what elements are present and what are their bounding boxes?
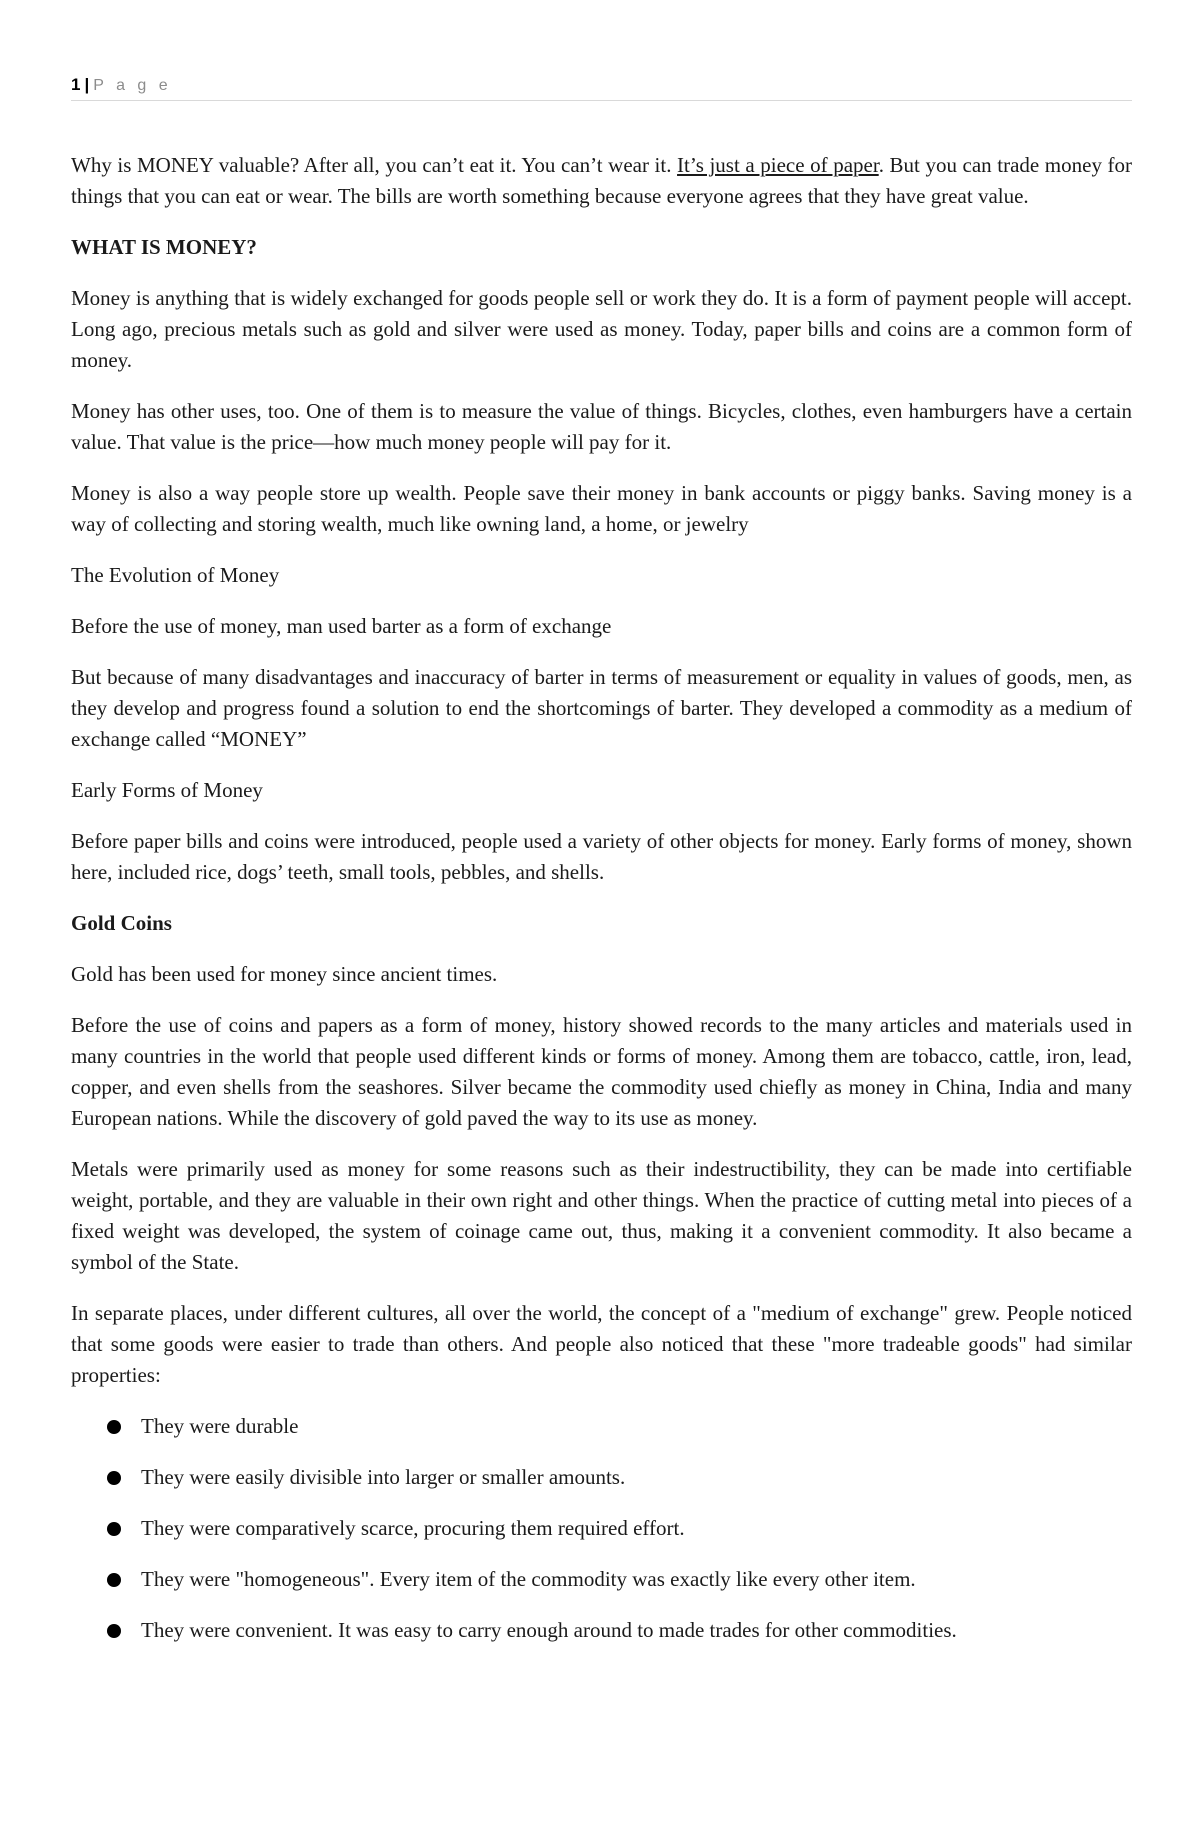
list-item xyxy=(71,1513,1132,1544)
heading-what-is-money: WHAT IS MONEY? xyxy=(71,235,257,259)
paragraph-gold: Gold has been used for money since ancient times. xyxy=(71,962,498,986)
heading-gold-coins: Gold Coins xyxy=(71,911,172,935)
bullet-icon xyxy=(107,1522,121,1536)
document-body xyxy=(71,150,1132,1666)
bullet-icon xyxy=(107,1471,121,1485)
paragraph-other-uses: Money has other uses, too. One of them is to measure the value of things. Bicycles, clothes, even hamburgers have a certain value. That value is the price—how much money people will pay for it. xyxy=(71,399,1132,454)
list-item-text: They were comparatively scarce, procuring them required effort. xyxy=(141,1516,685,1540)
list-item-text: They were durable xyxy=(141,1414,299,1438)
paragraph-metals: Metals were primarily used as money for some reasons such as their indestructibility, they can be made into certifiable weight, portable, and they are valuable in their own right and other things. When the practice of cutting metal into pieces of a fixed weight was developed, the system of coinage came out, thus, making it a convenient commodity. It also became a symbol of the State. xyxy=(71,1157,1132,1274)
intro-underlined-text: It’s just a piece of paper xyxy=(677,153,879,177)
paragraph-barter: Before the use of money, man used barter as a form of exchange xyxy=(71,614,612,638)
properties-list xyxy=(71,1411,1132,1646)
paragraph-medium-of-exchange: In separate places, under different cultures, all over the world, the concept of a "medium of exchange" grew. People noticed that some goods were easier to trade than others. And people also noticed that these "more tradeable goods" had similar properties: xyxy=(71,1301,1132,1387)
page-header xyxy=(71,72,1132,101)
intro-text-start: Why is MONEY valuable? After all, you can’t eat it. You can’t wear it. xyxy=(71,153,678,177)
paragraph-definition: Money is anything that is widely exchanged for goods people sell or work they do. It is a form of payment people will accept. Long ago, precious metals such as gold and silver were used as money. Today, paper bills and coins are a common form of money. xyxy=(71,286,1132,372)
list-item xyxy=(71,1462,1132,1493)
page-separator: | xyxy=(84,75,90,94)
early-forms-title: Early Forms of Money xyxy=(71,778,263,802)
list-item-text: They were easily divisible into larger or smaller amounts. xyxy=(141,1465,626,1489)
list-item xyxy=(71,1564,1132,1595)
list-item-text: They were "homogeneous". Every item of the commodity was exactly like every other item. xyxy=(141,1567,916,1591)
paragraph-history: Before the use of coins and papers as a form of money, history showed records to the many articles and materials used in many countries in the world that people used different kinds or forms of money. Among them are tobacco, cattle, iron, lead, copper, and even shells from the seashores. Silver became the commodity used chiefly as money in China, India and many European nations. While the discovery of gold paved the way to its use as money. xyxy=(71,1013,1132,1130)
paragraph-store-wealth: Money is also a way people store up wealth. People save their money in bank accounts or piggy banks. Saving money is a way of collecting and storing wealth, much like owning land, a home, or jewelry xyxy=(71,481,1132,536)
evolution-title: The Evolution of Money xyxy=(71,563,280,587)
list-item xyxy=(71,1411,1132,1442)
intro-text-end: . But you can trade money for things that you can eat or wear. The bills are worth something because everyone agrees that they have great value. xyxy=(71,153,1133,208)
bullet-icon xyxy=(107,1624,121,1638)
list-item-text: They were convenient. It was easy to carry enough around to made trades for other commodities. xyxy=(141,1618,957,1642)
intro-paragraph xyxy=(71,150,1132,212)
paragraph-early-forms: Before paper bills and coins were introduced, people used a variety of other objects for money. Early forms of money, shown here, included rice, dogs’ teeth, small tools, pebbles, and shells. xyxy=(71,829,1132,884)
paragraph-disadvantages: But because of many disadvantages and inaccuracy of barter in terms of measurement or equality in values of goods, men, as they develop and progress found a solution to end the shortcomings of barter. They developed a commodity as a medium of exchange called “MONEY” xyxy=(71,665,1132,751)
page-number: 1 xyxy=(71,75,81,94)
page-label: P a g e xyxy=(93,77,172,94)
bullet-icon xyxy=(107,1573,121,1587)
list-item xyxy=(71,1615,1132,1646)
bullet-icon xyxy=(107,1420,121,1434)
